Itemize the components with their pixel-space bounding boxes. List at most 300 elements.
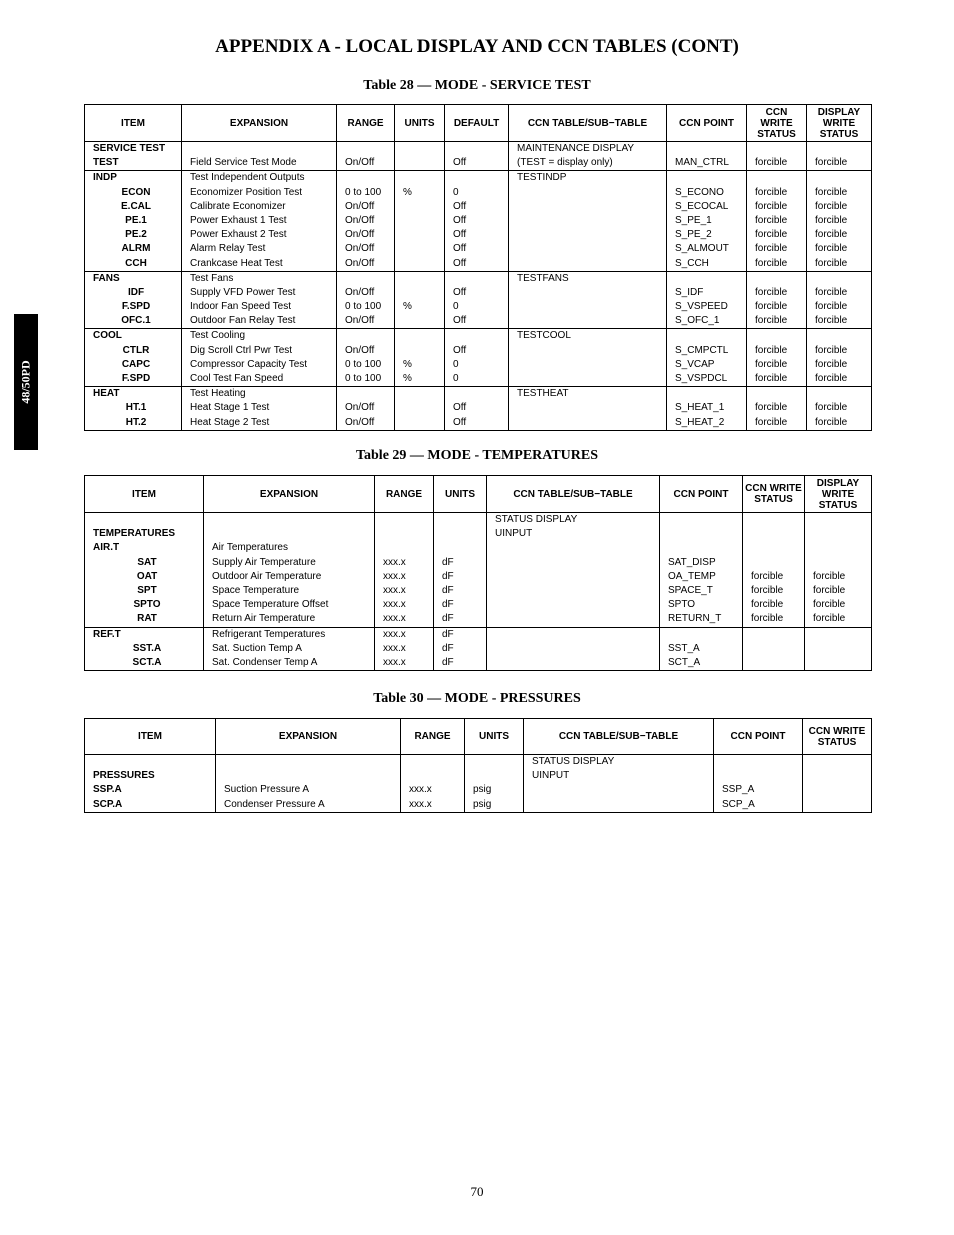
table-cell: (TEST = display only) [509,156,667,171]
table-cell: Crankcase Heat Test [182,257,337,272]
col-header: EXPANSION [204,476,375,513]
table-cell: Power Exhaust 2 Test [182,228,337,242]
table-cell [375,527,434,541]
table-cell: Field Service Test Mode [182,156,337,171]
table-cell: Alarm Relay Test [182,242,337,256]
table-cell [509,242,667,256]
table-cell [660,513,743,528]
table-cell: xxx.x [375,656,434,671]
col-header: EXPANSION [182,105,337,142]
table-cell [465,769,524,783]
table-cell [337,387,395,402]
table-cell [401,769,465,783]
table-cell: On/Off [337,314,395,329]
item-cell: PE.2 [85,228,182,242]
table-cell [395,314,445,329]
table-cell: 0 [445,186,509,200]
table-cell: xxx.x [375,612,434,627]
table-cell [337,329,395,344]
table-row [85,387,872,402]
table-row [85,570,872,584]
table-cell: S_PE_2 [667,228,747,242]
table-cell [337,271,395,286]
table-cell: Refrigerant Temperatures [204,627,375,642]
table-cell: forcible [807,344,872,358]
table-cell: S_VSPDCL [667,372,747,387]
table-cell: forcible [743,612,805,627]
table-cell: forcible [747,286,807,300]
table-cell: TESTINDP [509,171,667,186]
table-cell: S_VSPEED [667,300,747,314]
table-cell: Off [445,286,509,300]
table-row [85,783,872,797]
table-cell [667,329,747,344]
table-cell: Power Exhaust 1 Test [182,214,337,228]
table-cell: forcible [807,358,872,372]
table-cell: Outdoor Air Temperature [204,570,375,584]
table-row [85,228,872,242]
table-cell: Off [445,416,509,431]
table-row [85,541,872,555]
table-cell: forcible [747,228,807,242]
side-tab-label: 48/50PD [18,360,33,404]
table-cell: Off [445,156,509,171]
item-cell: SAT [85,556,204,570]
table-cell: S_PE_1 [667,214,747,228]
table-row [85,372,872,387]
table-cell: On/Off [337,242,395,256]
item-cell: PRESSURES [85,769,216,783]
table-cell [395,286,445,300]
table-cell [395,200,445,214]
table-cell [805,527,872,541]
table-cell: forcible [747,314,807,329]
table-cell: Indoor Fan Speed Test [182,300,337,314]
table-cell: xxx.x [401,783,465,797]
col-header: CCN POINT [667,105,747,142]
table-cell: UINPUT [487,527,660,541]
col-header: UNITS [395,105,445,142]
table-row [85,584,872,598]
table-cell [395,242,445,256]
table-cell [660,627,743,642]
table-cell: forcible [805,570,872,584]
item-cell: F.SPD [85,372,182,387]
table-cell [445,271,509,286]
col-header: DISPLAY WRITE STATUS [807,105,872,142]
table-cell [395,142,445,157]
table-cell [803,769,872,783]
table-cell [337,142,395,157]
table-cell: Off [445,242,509,256]
table-row [85,142,872,157]
col-header: CCN TABLE/SUB−TABLE [524,719,714,755]
table-cell: Economizer Position Test [182,186,337,200]
table-cell: 0 to 100 [337,300,395,314]
table-row [85,642,872,656]
table-cell: 0 to 100 [337,186,395,200]
col-header: UNITS [465,719,524,755]
table-cell [667,387,747,402]
table-cell: dF [434,627,487,642]
table-cell [204,527,375,541]
table-row [85,401,872,415]
table-cell [395,416,445,431]
table-cell [807,329,872,344]
table-cell: Off [445,314,509,329]
table-cell: SPACE_T [660,584,743,598]
table-cell [743,627,805,642]
table-cell [743,527,805,541]
table-cell: forcible [747,242,807,256]
table-row [85,344,872,358]
table-cell: forcible [747,401,807,415]
item-cell: IDF [85,286,182,300]
table-cell: forcible [807,156,872,171]
table-cell: STATUS DISPLAY [487,513,660,528]
table-cell: SCT_A [660,656,743,671]
table-cell [807,142,872,157]
table-cell: forcible [807,286,872,300]
table-row [85,271,872,286]
table-cell: forcible [805,598,872,612]
table-row [85,556,872,570]
table-cell: S_HEAT_1 [667,401,747,415]
table-cell: 0 [445,358,509,372]
table-cell: SSP_A [714,783,803,797]
table-cell [805,642,872,656]
col-header: DEFAULT [445,105,509,142]
table-cell: RETURN_T [660,612,743,627]
table-cell: forcible [807,257,872,272]
table-cell [524,783,714,797]
table-cell: forcible [807,214,872,228]
item-cell: COOL [85,329,182,344]
item-cell: SCT.A [85,656,204,671]
table-cell: % [395,358,445,372]
table-cell: On/Off [337,214,395,228]
table-cell [747,387,807,402]
table-cell: Off [445,228,509,242]
table-cell: forcible [807,300,872,314]
table-cell: dF [434,584,487,598]
table-cell [805,556,872,570]
table-cell [509,372,667,387]
item-cell: PE.1 [85,214,182,228]
table-cell [204,513,375,528]
table-cell: forcible [743,584,805,598]
table-cell [660,541,743,555]
item-cell: SERVICE TEST [85,142,182,157]
table-cell: forcible [807,416,872,431]
table-cell: Off [445,214,509,228]
table-row [85,798,872,813]
table-cell: Space Temperature Offset [204,598,375,612]
item-cell: TEST [85,156,182,171]
table-row [85,214,872,228]
col-header: ITEM [85,105,182,142]
item-cell: HT.1 [85,401,182,415]
table-cell [434,527,487,541]
table-cell [395,228,445,242]
table-cell [465,755,524,770]
table-cell: S_CMPCTL [667,344,747,358]
page-title: APPENDIX A - LOCAL DISPLAY AND CCN TABLES (CONT) [215,36,739,57]
table-cell: % [395,372,445,387]
table-cell [487,627,660,642]
table-cell: Outdoor Fan Relay Test [182,314,337,329]
col-header: CCN WRITE STATUS [747,105,807,142]
table-cell: forcible [807,401,872,415]
service-test-table [84,104,872,431]
table-cell [743,656,805,671]
table-cell [434,513,487,528]
table-cell [747,271,807,286]
table-cell [487,570,660,584]
item-cell [85,513,204,528]
table-cell [375,513,434,528]
item-cell: HT.2 [85,416,182,431]
table-cell: forcible [807,186,872,200]
table-row [85,186,872,200]
col-header: EXPANSION [216,719,401,755]
item-cell: E.CAL [85,200,182,214]
item-cell: AIR.T [85,541,204,555]
col-header: RANGE [375,476,434,513]
table-row [85,527,872,541]
table-cell: 0 to 100 [337,358,395,372]
col-header: CCN WRITE STATUS [743,476,805,513]
table-cell: forcible [747,214,807,228]
table-cell [509,257,667,272]
table-cell: forcible [805,584,872,598]
col-header: RANGE [337,105,395,142]
table-cell [509,200,667,214]
col-header: CCN POINT [660,476,743,513]
table-cell: forcible [747,372,807,387]
table-cell [714,755,803,770]
table-cell: Heat Stage 2 Test [182,416,337,431]
table-cell [395,387,445,402]
table-cell: forcible [807,228,872,242]
col-header: DISPLAY WRITE STATUS [805,476,872,513]
item-cell: CTLR [85,344,182,358]
table-cell [509,314,667,329]
item-cell: OAT [85,570,204,584]
table-row [85,612,872,627]
table-cell: xxx.x [375,642,434,656]
table-cell: forcible [747,344,807,358]
table-cell [509,401,667,415]
table-cell: forcible [807,200,872,214]
table-cell: forcible [807,242,872,256]
table-cell: Air Temperatures [204,541,375,555]
table-cell [487,612,660,627]
table-cell: Suction Pressure A [216,783,401,797]
table-cell: On/Off [337,416,395,431]
table-cell: On/Off [337,228,395,242]
item-cell: F.SPD [85,300,182,314]
table-cell: S_OFC_1 [667,314,747,329]
table-cell [803,798,872,813]
table-cell: Space Temperature [204,584,375,598]
table-cell [714,769,803,783]
table-cell: TESTHEAT [509,387,667,402]
table-cell: forcible [747,156,807,171]
table-cell: % [395,300,445,314]
table-cell: xxx.x [401,798,465,813]
table-cell [487,598,660,612]
table-cell [434,541,487,555]
table-cell: Off [445,257,509,272]
table-cell [395,156,445,171]
table-cell [395,329,445,344]
table-cell [509,286,667,300]
item-cell: SPTO [85,598,204,612]
item-cell: CCH [85,257,182,272]
table-cell: forcible [807,372,872,387]
table-cell [509,228,667,242]
table-cell: Supply VFD Power Test [182,286,337,300]
table-cell [803,755,872,770]
table-cell: 0 [445,372,509,387]
table-cell [509,214,667,228]
table-cell: STATUS DISPLAY [524,755,714,770]
col-header: CCN TABLE/SUB−TABLE [487,476,660,513]
table-row [85,358,872,372]
table-cell: forcible [747,416,807,431]
table-row [85,755,872,770]
table-cell [747,329,807,344]
table-cell [805,541,872,555]
table29-caption: Table 29 — MODE - TEMPERATURES [355,448,599,463]
table-cell [805,513,872,528]
table-cell: dF [434,612,487,627]
item-cell: CAPC [85,358,182,372]
table-cell: UINPUT [524,769,714,783]
table-cell [803,783,872,797]
col-header: ITEM [85,476,204,513]
table-cell [487,584,660,598]
table-cell: On/Off [337,286,395,300]
table-cell: Test Fans [182,271,337,286]
table-cell: On/Off [337,344,395,358]
item-cell: SST.A [85,642,204,656]
table30-caption: Table 30 — MODE - PRESSURES [373,691,581,706]
table-cell: xxx.x [375,598,434,612]
table-cell [743,541,805,555]
table-cell: SPTO [660,598,743,612]
table-cell [743,513,805,528]
table-row [85,627,872,642]
table-row [85,286,872,300]
table-cell [337,171,395,186]
item-cell [85,755,216,770]
table-row [85,300,872,314]
col-header: ITEM [85,719,216,755]
table-cell: Heat Stage 1 Test [182,401,337,415]
table-cell [182,142,337,157]
col-header: UNITS [434,476,487,513]
table-cell: forcible [747,186,807,200]
table-cell: Test Heating [182,387,337,402]
table-cell [395,214,445,228]
table-cell: dF [434,556,487,570]
table-row [85,171,872,186]
table-cell: Sat. Condenser Temp A [204,656,375,671]
table-cell: On/Off [337,200,395,214]
table-cell: S_IDF [667,286,747,300]
table-row [85,200,872,214]
table-cell: Off [445,200,509,214]
table-cell [807,387,872,402]
table-row [85,769,872,783]
table-cell: xxx.x [375,570,434,584]
table-cell: S_ECONO [667,186,747,200]
pressures-table [84,718,872,813]
table-cell [216,769,401,783]
table-cell [401,755,465,770]
table-cell: Test Independent Outputs [182,171,337,186]
col-header: RANGE [401,719,465,755]
table-cell: S_HEAT_2 [667,416,747,431]
table-cell [487,642,660,656]
table-cell [487,541,660,555]
table-cell [747,171,807,186]
item-cell: SCP.A [85,798,216,813]
table-cell: S_ALMOUT [667,242,747,256]
item-cell: ECON [85,186,182,200]
item-cell: TEMPERATURES [85,527,204,541]
table-cell: forcible [747,300,807,314]
table-cell: Sat. Suction Temp A [204,642,375,656]
table-cell: Test Cooling [182,329,337,344]
table-cell [524,798,714,813]
table-cell: OA_TEMP [660,570,743,584]
table-cell [395,401,445,415]
table-cell [395,257,445,272]
table-cell: On/Off [337,257,395,272]
table-row [85,598,872,612]
table-cell: TESTCOOL [509,329,667,344]
table-cell [747,142,807,157]
table-cell: forcible [805,612,872,627]
table-cell [805,656,872,671]
temperatures-table [84,475,872,671]
table-cell [509,416,667,431]
item-cell: INDP [85,171,182,186]
table-row [85,656,872,671]
table-cell: xxx.x [375,584,434,598]
table-row [85,257,872,272]
table-cell: On/Off [337,401,395,415]
table-cell: % [395,186,445,200]
table-cell: TESTFANS [509,271,667,286]
table-cell: On/Off [337,156,395,171]
table-cell: Calibrate Economizer [182,200,337,214]
table-cell [395,271,445,286]
col-header: CCN POINT [714,719,803,755]
table-cell [667,271,747,286]
table-cell [807,171,872,186]
table-cell: S_VCAP [667,358,747,372]
table-cell [509,344,667,358]
table-row [85,329,872,344]
item-cell: SPT [85,584,204,598]
table-cell: psig [465,783,524,797]
table-cell: dF [434,570,487,584]
table-cell: forcible [747,257,807,272]
